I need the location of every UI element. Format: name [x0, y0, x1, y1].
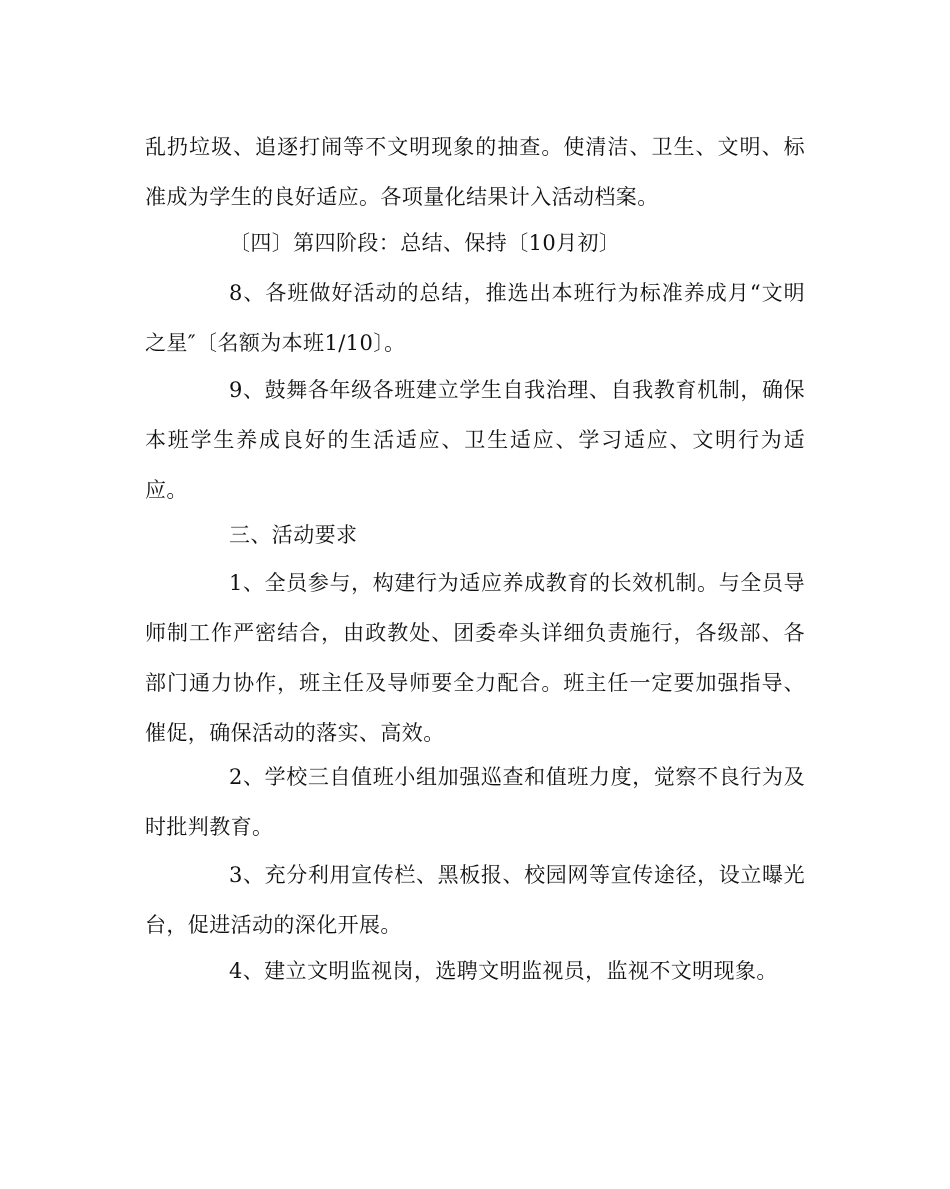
continuation-paragraph: 乱扔垃圾、追逐打闹等不文明现象的抽查。使清洁、卫生、文明、标准成为学生的良好适应。各项量化结果计入活动档案。: [145, 135, 805, 209]
stage-four-heading: 〔四〕第四阶段：总结、保持〔10月初〕: [229, 231, 621, 255]
requirement-2-paragraph: 2、学校三自值班小组加强巡查和值班力度，觉察不良行为及时批判教育。: [145, 765, 805, 839]
item-8-paragraph: 8、各班做好活动的总结，推选出本班行为标准养成月“文明之星″〔名额为本班1/10〕。: [145, 281, 805, 355]
section-three-heading: 三、活动要求: [229, 523, 358, 547]
item-9-paragraph: 9、鼓舞各年级各班建立学生自我治理、自我教育机制，确保本班学生养成良好的生活适应、卫生适应、学习适应、文明行为适应。: [145, 378, 805, 502]
requirement-4-paragraph: 4、建立文明监视岗，选聘文明监视员，监视不文明现象。: [229, 959, 778, 983]
requirement-1-paragraph: 1、全员参与，构建行为适应养成教育的长效机制。与全员导师制工作严密结合，由政教处、团委牵头详细负责施行，各级部、各部门通力协作，班主任及导师要全力配合。班主任一定要加强指导、催促，确保活动的落实、高效。: [145, 571, 805, 745]
requirement-3-paragraph: 3、充分利用宣传栏、黑板报、校园网等宣传途径，设立曝光台，促进活动的深化开展。: [145, 863, 805, 937]
